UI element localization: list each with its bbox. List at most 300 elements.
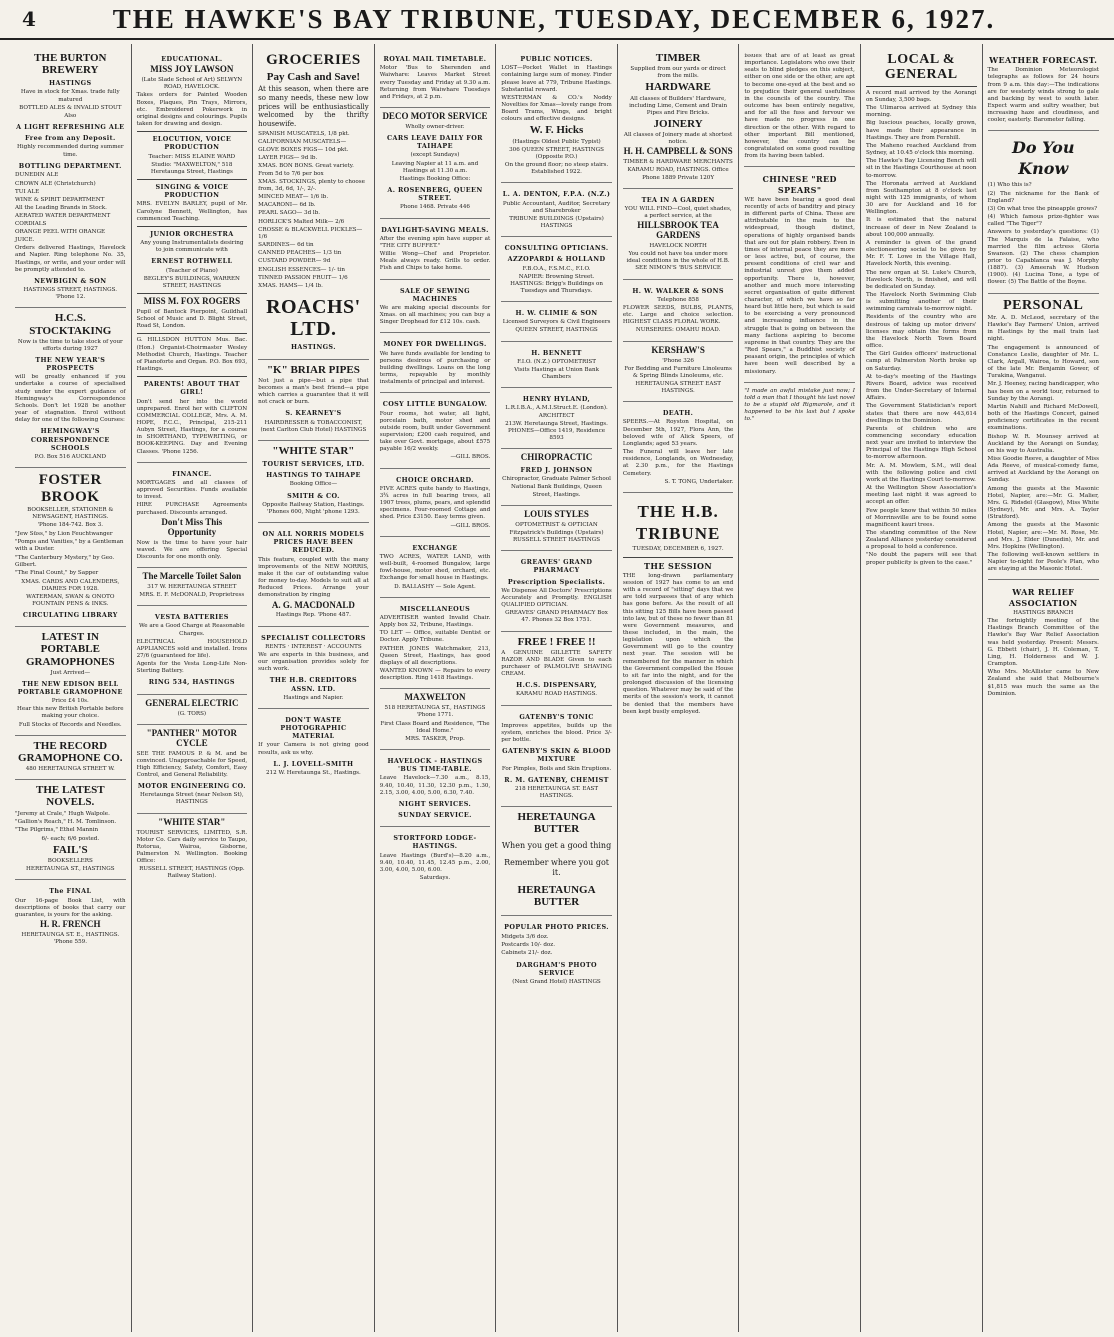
hicks-note: On the ground floor; no steep stairs. Established 1922.	[504, 162, 609, 176]
storford-body: Leave Hastings (Burd's)—8.20 a.m., 9.40, 10.40, 11.45, 12.45 p.m., 2.00, 3.00, 4.00, 5.00, 6.00.	[379, 852, 491, 873]
butter-title: HERETAUNGA BUTTER	[517, 811, 596, 836]
brewery-intro: Have in stock for Xmas. trade fully matured	[20, 89, 120, 103]
local-item: At to-day's meeting of the Hastings Rivers Board, advice was received from the Under-Secretary of Internal Affairs.	[865, 373, 977, 402]
foster-phone: 'Phone 184-742. Box 3.	[37, 522, 104, 529]
norris-addr: Hastings Rep. 'Phone 487.	[275, 612, 351, 619]
educational-section	[137, 48, 248, 463]
grocery-item: XMAS. STOCKINGS, plenty to choose from, 3d, 6d, 1/-, 2/-.	[258, 178, 365, 192]
brewery-closing: Orders delivered Hastings, Havelock and Napier. Ring telephone No. 35, Hastings, or write, and your order will be promptly attended to.	[15, 245, 126, 273]
panther-addr: Heretaunga Street (near Nelson St), HASTINGS	[140, 792, 244, 806]
collectors-ad	[258, 627, 369, 709]
local-item: The standing committee of the New Zealand Alliance yesterday considered a proposal to hold a conference.	[865, 530, 977, 551]
photo-prices-title: POPULAR PHOTO PRICES.	[504, 923, 609, 932]
column-8	[861, 44, 983, 1332]
grocery-item: MINCED MEAT— 1/6 lb.	[258, 194, 329, 201]
campbell-addr: KARAMU ROAD, HASTINGS. Office Phone 1889 Private 120Y	[627, 167, 729, 181]
photo-price: Cabinets 21/- doz.	[501, 950, 553, 957]
briar-ad	[258, 360, 369, 441]
editorial-date: TUESDAY, DECEMBER 6, 1927.	[632, 546, 724, 553]
white-star-2-addr: Opposite Railway Station, Hastings. 'Phones 600, Night 'phone 1293.	[262, 501, 365, 515]
finance-body2: HIRE PURCHASE Agreements purchased. Discounts arranged.	[136, 502, 248, 516]
war-relief-sub: HASTINGS BRANCH	[1013, 609, 1074, 616]
mail-ad	[380, 48, 491, 108]
bennett-ad	[501, 342, 612, 389]
briar-body: Not just a pipe—but a pipe that becomes a man's best friend—a pipe which carries a guarantee that it will not crack or burn.	[258, 377, 369, 406]
free-sign: H.C.S. DISPENSARY,	[516, 681, 597, 690]
kershaw-name: KERSHAW'S	[651, 344, 705, 355]
know-title: Do You Know	[1012, 138, 1075, 178]
havelock-bus-night: NIGHT SERVICES.	[398, 799, 472, 808]
personal-title: PERSONAL	[1003, 297, 1084, 313]
novels-title: THE LATEST NOVELS.	[35, 784, 105, 809]
grocery-item: TINNED PASSION FRUIT— 1/6	[258, 274, 348, 281]
misc-item: WANTED KNOWN — Repairs to every description. Ring 1418 Hastings.	[379, 667, 491, 682]
column-3	[253, 44, 375, 1332]
grocery-item: MACARONI— 6d lb.	[258, 202, 316, 209]
chiro-sub: Chiropractor, Graduate Palmer School	[502, 476, 611, 483]
white-star-ad	[137, 814, 248, 887]
grocery-item: CALIFORNIAN MUSCATELS—	[258, 139, 347, 146]
deco-phone: Phone 1468. Private 446	[399, 204, 470, 211]
gatenby-sign: R. M. GATENBY, CHEMIST	[504, 775, 609, 784]
brewery-item: ORANGE PEEL WITH ORANGE JUICE.	[15, 229, 106, 243]
chiro-name: FRED J. JOHNSON	[520, 466, 593, 475]
misc-item: ADVERTISER wanted Invalid Chair. Apply box 32, Tribune, Hastings.	[379, 614, 491, 629]
war-relief	[988, 580, 1099, 703]
brewery-sign: NEWBIGIN & SON	[34, 276, 107, 285]
campbell-sub: TIMBER & HARDWARE MERCHANTS	[623, 159, 733, 166]
money-title: MONEY FOR DWELLINGS.	[383, 340, 487, 349]
orchard-ad	[380, 469, 491, 537]
hardware-title: HARDWARE	[645, 81, 711, 94]
parents-title: PARENTS! ABOUT THAT GIRL!	[143, 380, 240, 397]
vesta-ad	[137, 606, 248, 694]
orchard-body: FIVE ACRES quite handy to Hastings, 3¾ acres in full bearing trees, all 1907 trees, plums, pears, and splendid specimens. Four-roomed Cottage and shed. Price £3150. Easy terms given.	[379, 485, 491, 521]
styles-title: LOUIS STYLES	[524, 508, 589, 519]
local-item: It is estimated that the natural increase of deer in New Zealand is about 100,000 annually.	[865, 217, 977, 238]
bennett-name: H. BENNETT	[531, 348, 582, 357]
westerman-notice: WESTERMAN & CO.'s Noddy Novelties for Xmas—lovely range from Board Trams, Wings, and bright colours and effective designs.	[501, 94, 612, 123]
white-star-title: "WHITE STAR"	[158, 816, 226, 827]
bennett-note: Visits Hastings at Union Bank Chambers	[514, 366, 599, 381]
grocery-item: XMAS. HAMS— 1/4 lb.	[258, 282, 323, 289]
hicks-addr: 306 QUEEN STREET, HASTINGS (Opposite P.O.)	[509, 146, 604, 160]
butter-title-2: HERETAUNGA BUTTER	[517, 884, 596, 909]
page-number: 4	[22, 7, 36, 31]
local-item: Parents of children who are commencing secondary education next year are invited to interview the Principal of the Hastings High School to-morrow afternoon.	[865, 425, 977, 461]
maxwelton-prop: MRS. TASKER, Prop.	[405, 735, 465, 742]
foster-book: "The Canterbury Mystery," by Geo. Gilbert.	[15, 554, 115, 568]
know-question: (3) On what tree the pineapple grows?	[987, 205, 1098, 212]
local-item: The Havelock North Swimming Club is submitting another of their swimming carnivals to-morrow night.	[865, 292, 977, 313]
gatenby-title: GATENBY'S TONIC	[519, 712, 594, 721]
foster-xmas: XMAS. CARDS AND CALENDERS, DIARIES FOR 1928.	[21, 578, 120, 592]
opportunity-title: Don't Miss This Opportunity	[161, 516, 223, 537]
collectors-sub: RENTS · INTEREST · ACCOUNTS	[265, 643, 362, 650]
groceries-intro: At this season, when there are so many needs, these new low prices will be enthusiastically welcomed by the thrifty housewife.	[258, 84, 369, 129]
grocery-item: GLOVE BOXES FIGS— 10d pkt.	[258, 147, 349, 154]
educational-header: EDUCATIONAL.	[161, 55, 223, 63]
opticians-ad	[501, 237, 612, 302]
timber-body: Supplied from our yards or direct from the mills.	[630, 66, 726, 80]
orchard-title: CHOICE ORCHARD.	[396, 475, 474, 484]
exchange-ad	[380, 537, 491, 598]
elocution-title: ELOCUTION, VOICE PRODUCTION	[152, 135, 232, 152]
gramophone-just: Just Arrived—	[50, 669, 91, 676]
local-item: "No doubt the papers will see that proper publicity is given to the case."	[865, 552, 977, 566]
white-star-2-route: HASTINGS TO TAIHAPE	[266, 471, 361, 480]
lost-notice: LOST—Pocket Wallet in Hastings containing large sum of money. Finder please leave at 779, Tribune Hastings. Substantial reward.	[501, 65, 612, 93]
column-7	[739, 44, 861, 1332]
public-notices	[501, 48, 612, 183]
photos-sign: L. J. LOVELL-SMITH	[273, 759, 354, 768]
column-2	[132, 44, 254, 1332]
tea-name: HILLSBROOK TEA GARDENS	[637, 220, 719, 241]
collectors-sign: THE H.B. CREDITORS ASSN. LTD.	[269, 676, 358, 693]
groceries-title: GROCERIES	[266, 52, 361, 68]
timber-ad	[623, 48, 734, 189]
personal-item: Martin Nahill and Richard McDowell, both of the Hastings Concert, gained proficiency certificates in the recent examinations.	[987, 403, 1099, 432]
kershaw-body: For Bedding and Furniture Linoleums & Spring Blinds Linoleums, etc.	[624, 365, 732, 379]
havelock-bus-body: Leave Havelock—7.30 a.m., 8.15, 9.40, 10.40, 11.30, 12.30 p.m., 1.30, 2.15, 3.00, 4.00, 5.00, 6.30, 7.40.	[379, 775, 491, 796]
brewery-ad	[15, 48, 126, 308]
styles-ad	[501, 506, 612, 551]
orchard-sign: —GILL BROS.	[450, 522, 491, 529]
greaves-title: GREAVES' GRAND PHARMACY	[520, 558, 593, 575]
death-sign: S. T. TONG, Undertaker.	[664, 478, 734, 485]
opticians-header: CONSULTING OPTICIANS.	[504, 244, 609, 253]
panther-title: "PANTHER" MOTOR CYCLE	[146, 727, 238, 748]
tea-title: TEA IN A GARDEN	[641, 195, 715, 204]
local-item: Big luscious peaches, locally grown, have made their appearance in Hastings. They are from Fernhill.	[865, 120, 977, 141]
denton-ad	[501, 183, 612, 237]
panther-sign: MOTOR ENGINEERING CO.	[137, 782, 246, 791]
brewery-note: Highly recommended during summer time.	[17, 144, 124, 158]
photo-prices-sign: DARGHAM'S PHOTO SERVICE	[516, 960, 597, 978]
grocery-item: CROSSE & BLACKWELL PICKLES— 1/6	[258, 226, 363, 240]
lawson-name: MISS JOY LAWSON	[150, 64, 234, 75]
local-general	[866, 48, 977, 573]
tea-place: HAVELOCK NORTH	[649, 243, 707, 250]
personal-item: Among the guests at the Masonic Hotel, Napier, are:—Mr. M. Rose, Mr. and Mrs. J. Elder (Dunedin), Mr. and Mrs. Hopkins (Wellington).	[987, 522, 1099, 550]
editorial-masthead: THE H.B. TRIBUNE	[635, 501, 721, 543]
weather-body: The Dominion Meteorologist telegraphs as follows for 24 hours from 9 a.m. this day:—The indications are for westerly winds strong to gale and backing by west to south later. Expect warm and sultry weather, but increasing haze and cloudiness, and cooler, easterly. Barometer falling.	[987, 67, 1099, 124]
deco-except: (except Sundays)	[410, 152, 460, 159]
local-item: The new organ at St. Luke's Church, Havelock North, is finished, and will be dedicated on Sunday.	[865, 269, 977, 290]
final-title: The FINAL	[49, 887, 92, 896]
toilet-salon-ad	[137, 568, 248, 606]
havelock-bus-sunday: SUNDAY SERVICE.	[398, 811, 472, 819]
white-star-addr: RUSSELL STREET, HASTINGS (Opp. Railway Station).	[139, 866, 245, 880]
grocery-item: XMAS. BON BONS. Great variety. From 5d to 7/6 per box	[258, 163, 354, 177]
havelock-bus-ad	[380, 750, 491, 827]
brewery-line: BOTTLED ALES & INVALID STOUT	[19, 104, 122, 111]
machines-title: SALE OF SEWING MACHINES	[399, 286, 470, 303]
orchestra-name: ERNEST ROTHWELL	[151, 257, 233, 266]
personal-item: Mr. J. Heeney, racing handicapper, who has been on a world tour, returned to Sunday by the Aorangi.	[987, 381, 1099, 402]
red-spears-title: CHINESE "RED SPEARS"	[762, 174, 837, 195]
local-item: The Ulimaroa arrived at Sydney this morning.	[865, 105, 977, 119]
know-question: (1) Who this is?	[987, 182, 1032, 189]
column-9	[983, 44, 1104, 1332]
havelock-bus-title: HAVELOCK - HASTINGS 'BUS TIME-TABLE.	[387, 756, 483, 774]
bennett-sub: F.I.O. (N.Z.) OPTOMETRIST	[517, 358, 596, 365]
column-1	[10, 44, 132, 1332]
barley-body: MRS. EVELYN BARLEY, pupil of Mr. Carolyne Bennett, Wellington, has commenced Teaching.	[136, 201, 248, 222]
collectors-addr: Hastings and Napier.	[283, 694, 344, 701]
personal-item: Miss Goodie Reeve, a daughter of Miss Ada Reeve, of musical-comedy fame, arrived at Auckland by the Aorangi on Sunday.	[987, 455, 1099, 484]
death-body: SPEERS.—At Royston Hospital, on December 5th, 1927, Flora Ann, the beloved wife of Alick Speers, of Longlands; aged 53 years.	[622, 419, 734, 447]
hcs-title: H.C.S. STOCKTAKING	[29, 312, 112, 337]
timber-title: TIMBER	[655, 52, 701, 64]
parents-body: Don't send her into the world unprepared. Enrol her with CLIFTON COMMERCIAL COLLEGE, Mrs. A. M. HOPE, F.C.C., Principal, 215-211 Aubyn Street, Hastings, for a course in SHORTHAND, TYPEWRITING, or BOOK-KEEPING. Day and Evening Classes. 'Phone 1256.	[136, 398, 248, 455]
novels-addr: HERETAUNGA ST., HASTINGS	[25, 866, 115, 873]
local-item: Mr. A. M. Mowlem, S.M., will deal with the following police and civil work at the Hastings Court to-morrow.	[865, 462, 977, 483]
mail-title: ROYAL MAIL TIMETABLE.	[383, 55, 487, 63]
climie-sub: Licensed Surveyors & Civil Engineers	[502, 319, 611, 326]
begleys-addr: BEGLEY'S BUILDINGS, WARREN STREET, HASTINGS	[143, 275, 240, 289]
grocery-item: CUSTARD POWDER— 9d	[258, 258, 331, 265]
brewery-item: WINE & SPIRIT DEPARTMENT	[15, 196, 105, 203]
tea-body: YOU WILL FIND—Cool, quiet shades, a perfect service, at the	[624, 205, 732, 220]
brewery-item: DUNEDIN ALE	[15, 172, 59, 179]
daylight-ad	[380, 219, 491, 280]
brewery-line: Free from any Deposit.	[24, 134, 116, 143]
ge-sub: (G. TORS)	[177, 710, 207, 717]
grocery-item: SARDINES— 6d tin	[258, 242, 314, 249]
orchestra-title: JUNIOR ORCHESTRA	[150, 229, 234, 238]
maxwelton-ad	[380, 689, 491, 750]
deco-sub: Wholly owner-driver.	[405, 123, 465, 130]
final-ad	[15, 880, 126, 952]
foster-book: "Pomps and Vanities," by a Gentleman with a Duster.	[15, 539, 124, 553]
foster-title: FOSTER BROOK	[38, 472, 102, 505]
groceries-ad	[258, 48, 369, 360]
grocery-item: ENGLISH ESSENCES— 1/- tin	[258, 266, 345, 273]
brewery-line: A LIGHT REFRESHING ALE	[16, 123, 125, 131]
toilet-title: The Marcelle Toilet Salon	[142, 571, 242, 581]
grocery-item: SPANISH MUSCATELS, 1/8 pkt.	[258, 130, 350, 137]
personal-item: The following well-known settlers in Napier to-night for Poole's Plan, who are staying at the Masonic Hotel.	[987, 552, 1099, 573]
column-5	[496, 44, 618, 1332]
photos-addr: 212 W. Heretaunga St., Hastings.	[266, 769, 361, 776]
column-6	[618, 44, 740, 1332]
white-star-2-sub: TOURIST SERVICES, LTD.	[262, 459, 365, 468]
bungalow-title: COSY LITTLE BUNGALOW.	[382, 400, 488, 409]
deco-title: DECO MOTOR SERVICE	[382, 110, 488, 121]
novels-sign: FAIL'S	[52, 843, 88, 856]
personal-item: The engagement is announced of Constance Leslie, daughter of Mr. L. Clark, Argall, Wairoa, to Howard, son of the late Mr. Benjamin Gower, of Turakina, Wanganui.	[987, 344, 1099, 380]
machines-body: We are making special discounts for Xmas. on all machines; you can buy a Singer Drophead for £12 10s. cash.	[379, 304, 491, 326]
finance-body1: MORTGAGES and all classes of approved Securities. Funds available to invest.	[136, 479, 248, 501]
exchange-body: TWO ACRES, WATER LAND, with well-built, 4-roomed Bungalow, large fowl-house, motor shed, orchard, etc. Exchange for small house in Hastings.	[379, 553, 491, 582]
final-body: Our 16-page Book List, with descriptions of books that carry our guarantee, is yours for the asking.	[15, 897, 126, 918]
gramophone-item: THE NEW EDISON BELL PORTABLE GRAMOPHONE	[17, 679, 123, 696]
novels-ad	[15, 780, 126, 880]
hcs-new-year: THE NEW YEAR'S PROSPECTS	[35, 355, 106, 373]
orchestra-sub: (Teacher of Piano)	[165, 267, 218, 274]
gramophone-ad	[15, 627, 126, 735]
vesta-agents: Agents for the Vesta Long-Life Non-Sterting Battery.	[136, 661, 248, 675]
brewery-dept: BOTTLING DEPARTMENT.	[18, 161, 122, 170]
storford-sign: Saturdays.	[419, 875, 451, 882]
lawson-body: Takes orders for Painted Wooden Boxes, Plaques, Pin Trays, Mirrors, etc. Embroidered Pokerwork in original designs and colourings. Pupils taken for drawing and design.	[136, 92, 248, 128]
climie-ad	[501, 302, 612, 342]
novel-item: "Gallion's Reach," H. M. Tomlinson.	[15, 818, 117, 825]
mail-body: Motor 'Bus to Sherenden and Waiwhare: Leaves Market Street every Tuesday and Friday at 9.30 a.m. Returning from Waiwhare Tuesdays and Fridays, at 2 p.m.	[379, 65, 491, 100]
red-spears-body: WE have been hearing a good deal recently of acts of banditry and piracy in different parts of China. These are attributable in the main to the widespread, though distinct, operations of highly organised bands that are out for plain robbery. Even in times of internal peace they are more or less active, but, of course, the present conditions of civil war and industrial unrest give them added opportunity. There is, however, another and much more interesting secret organisation of quite different character, of which we have so far heard but little here, but which is said to be exercising a very pronounced and increasing influence in the struggle that is going on between the many factions aspiring to become supreme in that country. They are the "Red Spears," a Buddhist society of peasant origin, the principles of which have been well described by a missionary.	[744, 196, 855, 375]
know-question: (4) Which famous prize-fighter was called "The Tiger"?	[987, 214, 1099, 228]
toilet-prop: MRS. E. F. McDONALD, Proprietress	[139, 592, 245, 599]
hcs-sign: HEMINGWAY'S CORRESPONDENCE SCHOOLS	[30, 427, 110, 452]
misc-item: TO LET — Office, suitable Dentist or Doctor. Apply Tribune.	[379, 630, 491, 644]
norris-title: ON ALL NORRIS MODELS PRICES HAVE BEEN REDUCED.	[262, 530, 365, 555]
butter-line: When you get a good thing	[501, 841, 612, 851]
hicks-name: W. F. Hicks	[529, 124, 584, 137]
local-item: Residents of the country who are desirous of taking up motor drivers' licenses may obtain the forms from the Havelock North Town Board office.	[865, 314, 977, 350]
groceries-slogan: Pay Cash and Save!	[266, 70, 361, 83]
kershaw-addr: HERETAUNGA STREET EAST HASTINGS.	[635, 380, 721, 395]
foster-ad	[15, 468, 126, 627]
weather-title: WEATHER FORECAST.	[989, 55, 1098, 65]
finance-header: FINANCE.	[172, 469, 212, 478]
hyland-sub: L.R.I.B.A., A.M.I.Struct.E. (London). ARCHITECT	[505, 405, 608, 419]
issues-body: issues that are of at least as great importance. Legislators who owe their seats to blind pledges on this subject, either on one side or the other, are apt to become one-eyed at the best and so to prejudice their general usefulness in the councils of the country. The outcome has been entirely negative, and for all the fuss and fervour we have made no progress in one direction or the other. With regard to other important Bill mentioned, however, the country can be congratulated on some good resulting from its having been tabled.	[744, 53, 855, 160]
free-addr: KARAMU ROAD HASTINGS.	[516, 691, 598, 698]
quote-box	[744, 383, 855, 430]
session-title: THE SESSION	[644, 560, 713, 571]
joinery-body: All classes of Joinery made at shortest notice.	[623, 132, 733, 146]
brewery-line: Also	[64, 112, 77, 119]
foster-pens: WATERMAN, SWAN & ONOTO FOUNTAIN PENS & INKS.	[26, 593, 115, 607]
white-star-2-office: Booking Office—	[289, 481, 338, 488]
hyland-name: HENRY HYLAND,	[522, 395, 591, 404]
hyland-ad	[501, 388, 612, 449]
styles-addr: Fitzpatrick's Buildings (Upstairs) RUSSELL STREET HASTINGS	[509, 529, 604, 543]
death-notice	[623, 402, 734, 493]
vesta-title: VESTA BATTERIES	[154, 613, 229, 622]
butter-line: Remember where you got it.	[504, 857, 609, 877]
misc-header: MISCELLANEOUS	[399, 604, 471, 613]
photos-body: If your Camera is not giving good results, ask us why.	[258, 742, 369, 756]
hcs-ad	[15, 308, 126, 468]
lawson-sub: (Late Slade School of Art) SELWYN ROAD, HAVELOCK.	[141, 77, 243, 91]
photo-price: Midgets 3/6 doz.	[501, 934, 549, 941]
briar-sign: S. KEARNEY'S	[285, 409, 342, 418]
campbell-sign: H. H. CAMPBELL & SONS	[623, 146, 733, 157]
storford-ad	[380, 827, 491, 888]
novels-sub: BOOKSELLERS	[47, 858, 93, 864]
local-item: Few people know that within 50 miles of Morrinsville are to be found some magnificent kauri trees.	[865, 507, 977, 528]
record-co-ad	[15, 736, 126, 780]
greaves-addr: GREAVES' GRAND PHARMACY Box 47. Phones 32 Box 1751.	[505, 610, 608, 624]
know-question: (2) The nickname for the Bank of England?	[987, 190, 1099, 204]
free-body: A GENUINE GILLETTE SAFETY RAZOR AND BLADE Given to each purchaser of PALMOLIVE SHAVING CREAM.	[501, 649, 612, 678]
denton-sub: Public Accountant, Auditor, Secretary and Sharebroker	[502, 200, 611, 214]
brewery-addr: HASTINGS STREET, HASTINGS. 'Phone 12.	[23, 287, 118, 301]
gatenby-body: Improves appetites, builds up the system, enriches the blood. Price 3/- per bottle.	[501, 722, 612, 744]
local-item: The Girl Guides officers' instructional camp at Palmerston North broke up on Saturday.	[865, 351, 977, 372]
rogers-sub: Pupil of Bantock Pierpoint, Guildhall School of Music and D. Blight Street, Road St, London.	[136, 308, 248, 330]
walker-body: FLOWER SEEDS, BULBS, PLANTS, etc. Large and choice selection. HIGHEST CLASS FLORAL WORK.	[622, 304, 734, 326]
gramophone-title: LATEST IN PORTABLE GRAMOPHONES	[25, 631, 115, 668]
ge-ad	[137, 695, 248, 725]
daylight-details: Willie Wong—Chef and Proprietor. Meals always ready. Grills to order. Fish and Chips to take home.	[379, 251, 491, 272]
white-star-2-ad	[258, 441, 369, 523]
novel-item: "The Pilgrims," Ethel Mannin	[15, 827, 99, 834]
hyland-addr: 213W. Heretaunga Street, Hastings. PHONES—Office 1419, Residence 8593	[505, 420, 608, 442]
butter-ad	[501, 807, 612, 916]
final-sign: H. R. FRENCH	[40, 918, 101, 929]
brewery-item: CORDIALS	[15, 221, 47, 228]
maxwelton-body: First Class Board and Residence, "The Ideal Home."	[380, 720, 490, 734]
deco-times: Leaving Napier at 11 a.m. and Hastings at 11.30 a.m.	[391, 160, 479, 174]
photos-title: DON'T WASTE PHOTOGRAPHIC MATERIAL	[280, 715, 347, 741]
know-answers: Answers to yesterday's questions: (1) The Marquis de la Falaise, who married the film actress Gloria Swanson. (2) The chess champion prior to Capablanca was J. Morphy (1887). (3) Ameerah W. Hudson (1900). (4) Lucina Tone, a type of flower. (5) The Battle of the Boyne.	[987, 229, 1099, 286]
do-you-know	[988, 131, 1099, 293]
tea-garden-ad	[623, 189, 734, 280]
brewery-place: HASTINGS	[49, 79, 92, 88]
local-item: The Maheno reached Auckland from Sydney, at 10.45 o'clock this morning.	[865, 142, 977, 157]
panther-body: SEE THE FAMOUS P. & M. and be convinced. Unapproachable for Speed, High Efficiency, Safety, Comfort, Easy Control, and General Reliability.	[136, 750, 248, 778]
local-item: The Hawke's Bay Licensing Bench will sit in the Hastings Courthouse at noon to-morrow.	[865, 158, 977, 179]
hcs-body: will be greatly enhanced if you undertake a course of specialised study under the expert guidance of Hemingway's Correspondence Schools. Don't let 1928 be another year of stagnation. Enrol without delay for one of the following Courses:	[15, 374, 126, 424]
hardware-body: All classes of Builders' Hardware, including Lime, Cement and Drain Pipes and Fire Bricks.	[629, 95, 728, 116]
singing-title: SINGING & VOICE PRODUCTION	[155, 183, 229, 200]
brewery-item: All the Leading Brands in Stock.	[15, 205, 107, 211]
masthead	[0, 0, 1114, 40]
war-relief-title: WAR RELIEF ASSOCIATION	[1008, 587, 1078, 608]
daylight-body: After the evening spin have supper at "THE CITY BUFFET."	[379, 235, 491, 249]
walker-phone: Telephone 858	[657, 296, 699, 303]
chiro-title: CHIROPRACTIC	[520, 452, 593, 463]
climie-name: H. W. CLIMIE & SON	[515, 309, 598, 318]
final-addr: HERETAUNGA ST. E., HASTINGS. 'Phone 559.	[21, 931, 120, 946]
local-item: The Horonata arrived at Auckland from Southampton at 8 o'clock last night with 125 immigrants, of whom 30 are for Auckland and 16 for Wellington.	[865, 180, 977, 216]
column-4	[375, 44, 497, 1332]
record-co-title: THE RECORD GRAMOPHONE CO.	[18, 739, 123, 764]
foster-sub: BOOKSELLER, STATIONER & NEWSAGENT, HASTINGS.	[27, 507, 114, 521]
grocery-item: CANNED PEACHES— 1/3 tin	[258, 250, 342, 257]
deco-office: Hastings Booking Office:	[399, 175, 471, 182]
rogers-name: MISS M. FOX ROGERS	[143, 296, 241, 307]
gatenby-mix-sub: For Pimples, Boils and Skin Eruptions.	[501, 765, 612, 772]
climie-addr: QUEEN STREET, HASTINGS	[515, 327, 598, 334]
photos-ad	[258, 709, 369, 783]
grocery-item: PEARL SAGO— 3d lb.	[258, 210, 321, 217]
daylight-title: DAYLIGHT-SAVING MEALS.	[381, 225, 489, 234]
brewery-item: AERATED WATER DEPARTMENT	[15, 213, 111, 220]
walker-ad	[623, 280, 734, 342]
money-body: We have funds available for lending to persons desirous of purchasing or building dwellings. Loans on the long terms, repayable by monthly instalments of principal and interest.	[379, 350, 491, 386]
denton-addr: TRIBUNE BUILDINGS (Upstairs) HASTINGS	[509, 215, 604, 229]
red-spears-article	[744, 167, 855, 382]
opticians-sub: F.B.O.A., F.S.M.C., F.I.O.	[522, 265, 591, 272]
hcs-tagline: Now is the time to take stock of your efforts during 1927	[17, 338, 123, 352]
misc-section	[380, 598, 491, 690]
opticians-addr: NAPIER: Browning Street. HASTINGS: Brigg's Buildings on Tuesdays and Thursdays.	[510, 273, 603, 294]
vesta-elec: ELECTRICAL HOUSEHOLD APPLIANCES sold and installed. Irons 27/6 (guaranteed for life).	[136, 638, 248, 660]
novels-price: 6/- each; 6/6 posted.	[41, 835, 100, 842]
finance-section	[137, 463, 248, 568]
death-funeral: The Funeral will leave her late residence, Longlands, on Wednesday, at 2.30 p.m., for the Hastings Cemetery.	[622, 449, 734, 477]
chiro-addr: National Bank Buildings, Queen Street, Hastings.	[511, 484, 603, 498]
session-body: THE long-drawn parliamentary session of 1927 has come to an end with a record of "sitting" days that we are told surpasses that of any which has gone before. As the result of all this sitting 125 Bills have been passed into law, but of these no fewer than 81 were Government measures, and these included, in the main, the legislation upon which the Government will go to the country next year. The session will be remembered for the manner in which the Government compelled the House to sit far into the night, and for the prolonged discussion of the licensing question. Whatever may be said of the merits of the session's work, it cannot be denied that the members have been kept busily employed.	[622, 572, 734, 715]
briar-sub: HAIRDRESSER & TOBACCONIST, (next Carlton Club Hotel) HASTINGS	[260, 419, 367, 433]
quote-body: "I made an awful mistake just now; I told a man that I thought his last novel to be a stupid old Rigmarole, and it happened to be his last but I spoke to."	[744, 387, 855, 423]
gatenby-addr: 218 HERETAUNGA ST. EAST HASTINGS.	[515, 785, 599, 800]
deco-sign: A. ROSENBERG, QUEEN STREET.	[387, 186, 483, 203]
